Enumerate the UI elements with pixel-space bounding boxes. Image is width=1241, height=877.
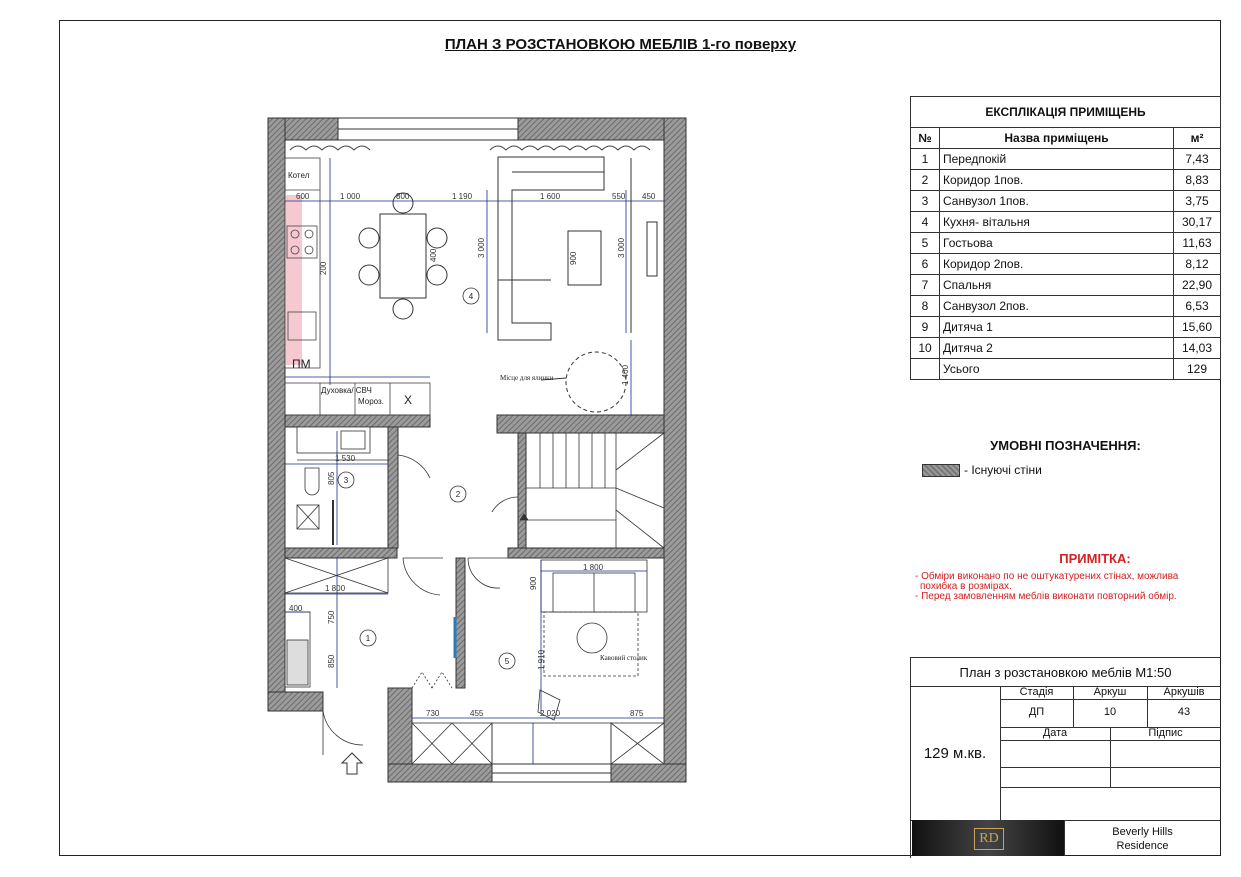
- note-title: ПРИМІТКА:: [1059, 551, 1131, 566]
- explication-row: [911, 212, 1221, 233]
- corner-sofa: [498, 157, 604, 340]
- col-area: м²: [1174, 128, 1221, 149]
- room-name: Спальня: [940, 275, 1174, 296]
- note-line-2: похибка в розмірах.: [920, 581, 1012, 592]
- room-no: 7: [911, 275, 940, 296]
- dim-1000: 1 000: [340, 192, 361, 201]
- room-area: 7,43: [1174, 149, 1221, 170]
- dim-900-guest: 900: [529, 576, 538, 590]
- explication-table: [910, 96, 1221, 380]
- dim-200: 200: [319, 261, 328, 275]
- dim-450: 450: [642, 192, 656, 201]
- company-line-1: Beverly Hills: [1112, 826, 1173, 838]
- room-no: 9: [911, 317, 940, 338]
- dim-1530: 1 530: [335, 454, 356, 463]
- room-name: Дитяча 1: [940, 317, 1174, 338]
- room-number-4: 4: [468, 292, 474, 301]
- sheets-value: 43: [1177, 706, 1191, 718]
- doors: [323, 455, 518, 755]
- explication-row: [911, 170, 1221, 191]
- dim-730: 730: [426, 709, 440, 718]
- dim-1400: 1 400: [621, 364, 630, 385]
- dim-1800-hall: 1 800: [325, 584, 346, 593]
- room-name: Санвузол 1пов.: [940, 191, 1174, 212]
- oven-label: Духовка/ СВЧ: [321, 386, 372, 395]
- dim-3000-left: 3 000: [477, 237, 486, 258]
- hall-wardrobe: [285, 558, 455, 687]
- signature-label: Підпис: [1148, 727, 1183, 739]
- wall-hatch-swatch: [922, 464, 960, 477]
- dim-1910: 1 910: [537, 649, 546, 670]
- col-no: №: [911, 128, 940, 149]
- total-value: 129: [1174, 359, 1221, 380]
- room-name: Коридор 2пов.: [940, 254, 1174, 275]
- room-no: 3: [911, 191, 940, 212]
- room-area: 22,90: [1174, 275, 1221, 296]
- room-name: Передпокій: [940, 149, 1174, 170]
- room-markers: [338, 288, 515, 669]
- room-no: 4: [911, 212, 940, 233]
- plan-name: План з розстановкою меблів М1:50: [959, 665, 1172, 680]
- dim-3000-right: 3 000: [617, 237, 626, 258]
- curtain-left: [290, 146, 370, 150]
- stairs: [520, 433, 664, 548]
- note-line-3: - Перед замовленням меблів виконати повторний обмір.: [915, 591, 1177, 602]
- dim-1600: 1 600: [540, 192, 561, 201]
- room-name: Дитяча 2: [940, 338, 1174, 359]
- company-line-2: Residence: [1116, 840, 1169, 852]
- date-label: Дата: [1042, 727, 1068, 739]
- room-name: Гостьова: [940, 233, 1174, 254]
- room-area: 30,17: [1174, 212, 1221, 233]
- sheets-label: Аркушів: [1163, 686, 1205, 698]
- dim-875: 875: [630, 709, 644, 718]
- dim-400: 400: [429, 248, 438, 262]
- room-area: 8,12: [1174, 254, 1221, 275]
- company-logo: [912, 820, 1064, 856]
- dim-750: 750: [327, 610, 336, 624]
- explication-rows: [911, 149, 1221, 359]
- total-label: Усього: [940, 359, 1174, 380]
- page-title: ПЛАН З РОЗСТАНОВКОЮ МЕБЛІВ 1-го поверху: [444, 36, 797, 53]
- dim-850: 850: [327, 654, 336, 668]
- room-no: 2: [911, 170, 940, 191]
- room-number-2: 2: [455, 490, 461, 499]
- room-area: 15,60: [1174, 317, 1221, 338]
- boiler-label: Котел: [288, 171, 310, 180]
- dim-1190: 1 190: [452, 192, 473, 201]
- stage-value: ДП: [1028, 706, 1045, 718]
- room-number-5: 5: [504, 657, 510, 666]
- dim-550: 550: [612, 192, 626, 201]
- x-label: Х: [404, 393, 413, 407]
- room-area: 8,83: [1174, 170, 1221, 191]
- dim-600: 600: [296, 192, 310, 201]
- dim-1800-guest: 1 800: [583, 563, 604, 572]
- tree-label: Місце для ялинки: [500, 374, 554, 382]
- explication-row: [911, 338, 1221, 359]
- tree-place: [566, 352, 626, 412]
- pm-label: ПМ: [292, 357, 311, 371]
- room-name: Санвузол 2пов.: [940, 296, 1174, 317]
- windows: [338, 118, 611, 782]
- room-no: 5: [911, 233, 940, 254]
- total-area-text: 129 м.кв.: [923, 745, 987, 762]
- room-no: 1: [911, 149, 940, 170]
- tv-stand: [647, 222, 657, 276]
- room-area: 14,03: [1174, 338, 1221, 359]
- dim-900-table: 900: [569, 251, 578, 265]
- room-no: 10: [911, 338, 940, 359]
- room-area: 11,63: [1174, 233, 1221, 254]
- coffee-table-label: Кавовий столик: [600, 654, 648, 662]
- room-no: 8: [911, 296, 940, 317]
- room-name: Кухня- вітальня: [940, 212, 1174, 233]
- explication-row: [911, 149, 1221, 170]
- dim-400-hall: 400: [289, 604, 303, 613]
- sheet-label: Аркуш: [1093, 686, 1127, 698]
- explication-row: [911, 254, 1221, 275]
- dim-2020: 2 020: [540, 709, 561, 718]
- room-area: 3,75: [1174, 191, 1221, 212]
- explication-row: [911, 317, 1221, 338]
- dim-805: 805: [327, 471, 336, 485]
- sheet-value: 10: [1103, 706, 1117, 718]
- entrance-arrow: [342, 753, 362, 774]
- note-line-1: - Обміри виконано по не оштукатурених стінах, можлива: [915, 571, 1179, 582]
- explication-row: [911, 275, 1221, 296]
- room-area: 6,53: [1174, 296, 1221, 317]
- legend-title: УМОВНІ ПОЗНАЧЕННЯ:: [990, 438, 1141, 453]
- explication-header: ЕКСПЛІКАЦІЯ ПРИМІЩЕНЬ: [911, 97, 1221, 128]
- legend-existing-walls: - Існуючі стіни: [964, 463, 1042, 477]
- room-number-3: 3: [343, 476, 349, 485]
- room-name: Коридор 1пов.: [940, 170, 1174, 191]
- freezer-label: Мороз.: [358, 397, 384, 406]
- dim-800: 800: [396, 192, 410, 201]
- explication-row: [911, 191, 1221, 212]
- room-number-1: 1: [365, 634, 371, 643]
- col-name: Назва приміщень: [940, 128, 1174, 149]
- room-no: 6: [911, 254, 940, 275]
- dim-455: 455: [470, 709, 484, 718]
- stage-label: Стадія: [1019, 686, 1054, 698]
- explication-row: [911, 296, 1221, 317]
- curtain-right: [490, 146, 650, 150]
- explication-row: [911, 233, 1221, 254]
- logo-monogram: RD: [974, 828, 1004, 850]
